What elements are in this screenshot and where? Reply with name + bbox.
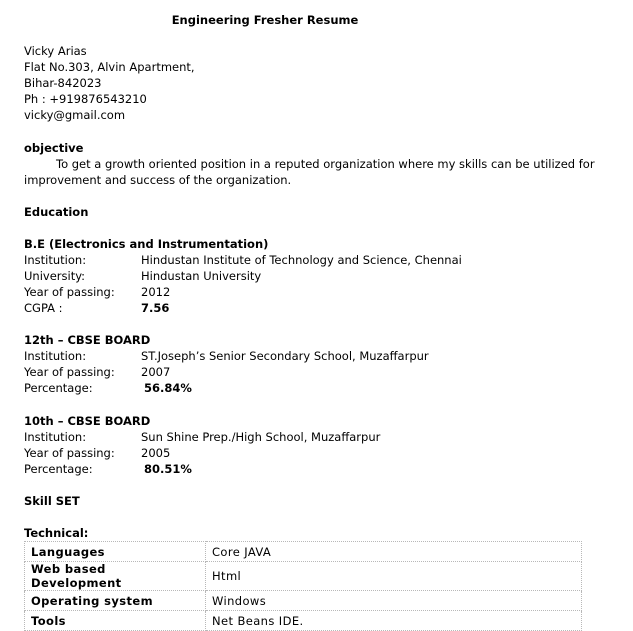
skill-key: Tools <box>25 611 206 631</box>
be-cgpa-label: CGPA : <box>24 301 63 315</box>
skill-key: Languages <box>25 542 206 562</box>
be-cgpa-value: 7.56 <box>141 301 170 315</box>
skill-value: Windows <box>206 591 582 611</box>
tenth-year-row <box>24 445 584 461</box>
be-institution-value: Hindustan Institute of Technology and Science, Chennai <box>141 253 462 267</box>
twelfth-heading: 12th – CBSE BOARD <box>24 333 151 347</box>
be-year-value: 2012 <box>141 285 171 299</box>
table-row <box>25 562 582 591</box>
tenth-institution-value: Sun Shine Prep./High School, Muzaffarpur <box>141 430 381 444</box>
twelfth-year-label: Year of passing: <box>24 365 115 379</box>
skill-value: Core JAVA <box>206 542 582 562</box>
skills-heading: Skill SET <box>24 494 80 508</box>
twelfth-institution-value: ST.Joseph’s Senior Secondary School, Muzaffarpur <box>141 349 429 363</box>
skill-value: Html <box>206 562 582 591</box>
twelfth-year-row <box>24 364 584 380</box>
be-year-label: Year of passing: <box>24 285 115 299</box>
tenth-heading: 10th – CBSE BOARD <box>24 414 151 428</box>
tenth-year-value: 2005 <box>141 446 171 460</box>
be-heading: B.E (Electronics and Instrumentation) <box>24 237 269 251</box>
tenth-institution-row <box>24 429 584 445</box>
table-row <box>25 591 582 611</box>
twelfth-institution-row <box>24 348 584 364</box>
contact-address-line2: Bihar-842023 <box>24 76 102 90</box>
tenth-institution-label: Institution: <box>24 430 87 444</box>
be-university-value: Hindustan University <box>141 269 262 283</box>
be-institution-label: Institution: <box>24 253 87 267</box>
be-university-label: University: <box>24 269 86 283</box>
skill-value: Net Beans IDE. <box>206 611 582 631</box>
skill-key: Operating system <box>25 591 206 611</box>
contact-email: vicky@gmail.com <box>24 108 126 122</box>
contact-block <box>24 43 195 123</box>
be-cgpa-row <box>24 300 584 316</box>
contact-name: Vicky Arias <box>24 44 87 58</box>
twelfth-percentage-label: Percentage: <box>24 381 93 395</box>
twelfth-institution-label: Institution: <box>24 349 87 363</box>
tenth-year-label: Year of passing: <box>24 446 115 460</box>
contact-address-line1: Flat No.303, Alvin Apartment, <box>24 60 195 74</box>
objective-line1: To get a growth oriented position in a reputed organization where my skills can be utilized for <box>56 157 595 171</box>
objective-heading: objective <box>24 141 84 155</box>
skills-table <box>24 541 582 631</box>
be-year-row <box>24 284 584 300</box>
be-university-row <box>24 268 584 284</box>
resume-title: Engineering Fresher Resume <box>171 13 359 27</box>
be-institution-row <box>24 252 584 268</box>
table-row <box>25 542 582 562</box>
contact-phone: Ph : +919876543210 <box>24 92 147 106</box>
education-heading: Education <box>24 205 89 219</box>
skill-key: Web based Development <box>25 562 206 591</box>
tenth-percentage-row <box>24 461 584 477</box>
technical-heading: Technical: <box>24 526 89 540</box>
objective-text <box>24 156 595 188</box>
table-row <box>25 611 582 631</box>
tenth-percentage-value: 80.51% <box>144 462 192 476</box>
twelfth-percentage-row <box>24 380 584 396</box>
tenth-percentage-label: Percentage: <box>24 462 93 476</box>
objective-line2: improvement and success of the organization. <box>24 173 292 187</box>
twelfth-percentage-value: 56.84% <box>144 381 192 395</box>
twelfth-year-value: 2007 <box>141 365 171 379</box>
